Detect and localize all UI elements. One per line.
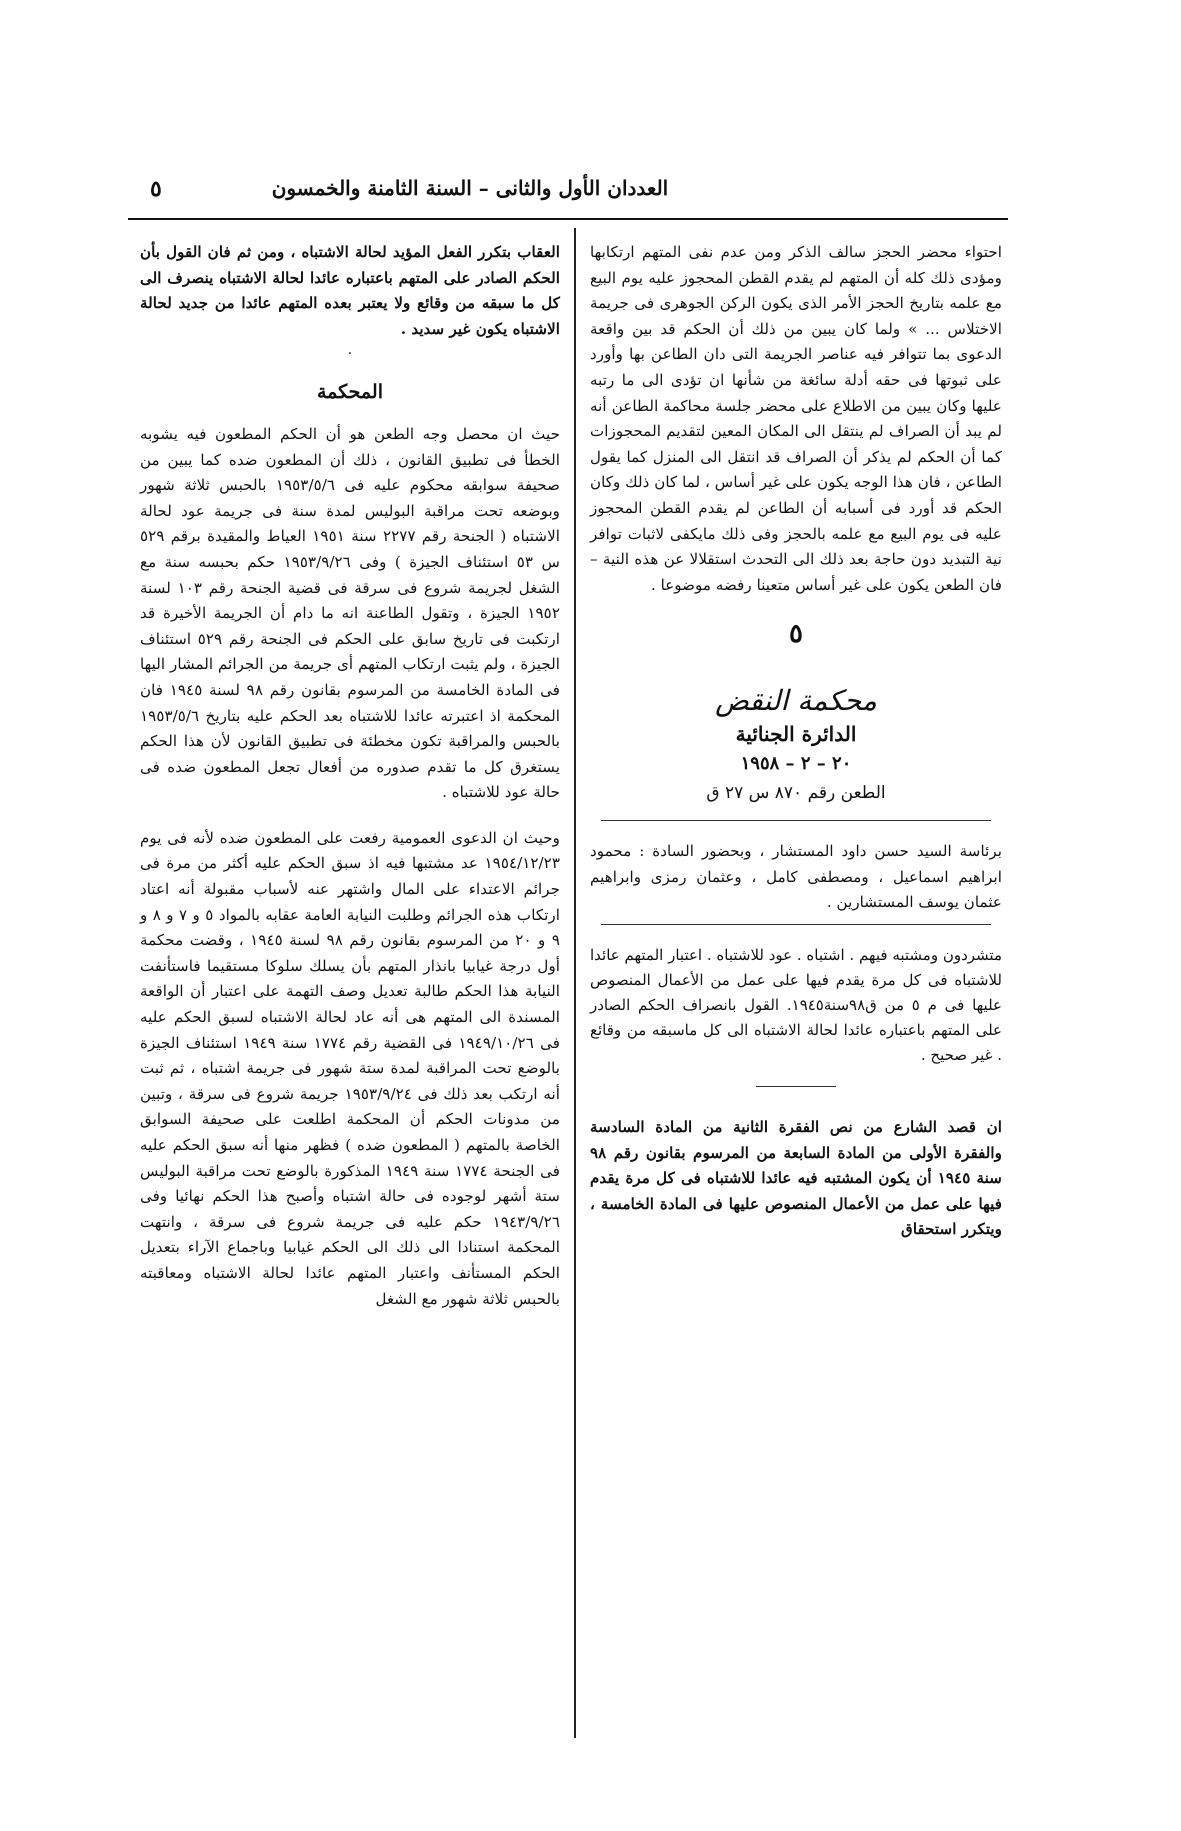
principle-paragraph: ان قصد الشارع من نص الفقرة الثانية من المادة السادسة والفقرة الأولى من المادة السابعة من المرسوم بقانون رقم ٩٨ سنة ١٩٤٥ أن يكون المشتبه فيه عائدا للاشتباه فى كل مرة يقدم فيها على عمل من الأعمال المنصوص عليها فى المادة الخامسة ، ويتكرر استحقاق xyxy=(590,1118,1002,1239)
reasoning-paragraph-1: حيث ان محصل وجه الطعن هو أن الحكم المطعون فيه يشوبه الخطأ فى تطبيق القانون ، ذلك أن المطعون ضده كما يبين من صحيفة سوابقه محكوم عليه فى ١٩٥٣/٥/٦ بالحبس ثلاثة شهور وبوضعه تحت مراقبة البوليس لمدة سنة فى جريمة عود لحالة الاشتباه ( الجنحة رقم ٢٢٧٧ سنة ١٩٥١ العياط والمقيدة برقم ٥٢٩ س ٥٣ استئناف الجيزة ) وفى ١٩٥٣/٩/٢٦ حكم بحبسه سنة مع الشغل لجريمة شروع فى سرقة فى قضية الجنحة رقم ١٠٣ لسنة ١٩٥٢ الجيزة ، وتقول الطاعنة انه ما دام أن الجريمة الأخيرة قد ارتكبت فى تاريخ سابق على الحكم فى الجنحة رقم ٥٢٩ استئناف الجيزة ، ولم يثبت ارتكاب المتهم أى جريمة من الجرائم المشار اليها فى المادة الخامسة من المرسوم بقانون رقم ٩٨ لسنة ١٩٤٥ فان المحكمة اذ اعتبرته عائدا للاشتباه بعد الحكم عليه بتاريخ ١٩٥٣/٥/٦ بالحبس والمراقبة تكون مخطئة فى تطبيق القانون لأن هذا الحكم يستغرق كل ما تقدم صدوره من أفعال تجعل المطعون ضده فى حالة عود للاشتباه . xyxy=(140,424,560,802)
page-header xyxy=(150,176,750,216)
left-column xyxy=(140,240,560,1312)
intro-paragraph: احتواء محضر الحجز سالف الذكر ومن عدم نفى المتهم ارتكابها ومؤدى ذلك كله أن المتهم لم يقدم القطن المحجوز عليه يوم البيع مع علمه بتاريخ الحجز الأمر الذى يكون الركن الجوهرى فى جريمة الاختلاس ... » ولما كان يبين من ذلك أن الحكم قد بين واقعة الدعوى بما تتوافر فيه عناصر الجريمة التى دان الطاعن بها وأورد على ثبوتها فى حقه أدلة سائغة من شأنها ان تؤدى الى ما رتبه عليها وكان يبين من الاطلاع على محضر جلسة محاكمة الطاعن أنه لم يبد أن الصراف لم ينتقل الى المكان المعين لتقديم المحجوزات كما أن الحكم لم يذكر أن الصراف قد انتقل الى المنزل كما يقول الطاعن ، فان هذا الوجه يكون على غير أساس ، لما كان ذلك وكان الحكم قد أورد فى أسبابه أن الطاعن لم يقدم القطن المحجوز عليه فى يوم البيع مع علمه بالحجز وفى ذلك مايكفى لاثبات توافر نية التبديد دون حاجة بعد ذلك الى التحدث استقلالا عن هذه النية – فان الطعن يكون على غير أساس متعينا رفضه موضوعا . xyxy=(590,243,1002,594)
reasoning-paragraph-2: وحيث ان الدعوى العمومية رفعت على المطعون ضده لأنه فى يوم ١٩٥٤/١٢/٢٣ عد مشتبها فيه اذ سبق الحكم عليه أكثر من مرة فى جرائم الاعتداء على المال واشتهر عنه لأسباب مقبولة أنه اعتاد ارتكاب هذه الجرائم وطلبت النيابة العامة عقابه بالمواد ٥ و ٧ و ٨ و ٩ و ٢٠ من المرسوم بقانون رقم ٩٨ لسنة ١٩٤٥ ، وقضت محكمة أول درجة غيابيا بانذار المتهم بأن يسلك سلوكا مستقيما فاستأنفت النيابة هذا الحكم طالبة تعديل وصف التهمة على اعتبار أن الواقعة المسندة الى المتهم هى أنه عاد لحالة الاشتباه لسبق الحكم عليه فى ١٩٤٩/١٠/٢٦ فى القضية رقم ١٧٧٤ سنة ١٩٤٩ استئناف الجيزة بالوضع تحت المراقبة لمدة ستة شهور فى جريمة اشتباه ، ثم ثبت أنه ارتكب بعد ذلك فى ١٩٥٣/٩/٢٤ جريمة شروع فى سرقة ، وتبين من مدونات الحكم أن المحكمة اطلعت على صحيفة السوابق الخاصة بالمتهم ( المطعون ضده ) فظهر منها أنه سبق الحكم عليه فى الجنحة ١٧٧٤ سنة ١٩٤٩ المذكورة بالوضع تحت مراقبة البوليس ستة أشهر لوجوده فى حالة اشتباه وأصبح هذا الحكم نهائيا وفى ١٩٤٣/٩/٢٦ حكم عليه فى جريمة شروع فى سرقة ، وانتهت المحكمة استنادا الى ذلك الى الحكم غيابيا وباجماع الآراء بتعديل الحكم المستأنف واعتبار المتهم عائدا لحالة الاشتباه ومعاقبته بالحبس ثلاثة شهور مع الشغل xyxy=(140,828,561,1308)
circuit-name: الدائرة الجنائية xyxy=(735,721,857,746)
header-title: العددان الأول والثانى – السنة الثامنة والخمسون xyxy=(271,176,669,200)
separator-dot: · xyxy=(347,346,353,363)
column-divider xyxy=(574,228,576,1738)
appeal-number: الطعن رقم ٨٧٠ س ٢٧ ق xyxy=(706,782,886,803)
continuation-paragraph: العقاب بتكرر الفعل المؤيد لحالة الاشتباه ، ومن ثم فان القول بأن الحكم الصادر على المتهم باعتباره عائدا لحالة الاشتباه ينصرف الى كل ما سبقه من وقائع ولا يعتبر بعده المتهم عائدا من جديد لحالة الاشتباه يكون غير سديد . xyxy=(140,243,560,338)
headnote: متشردون ومشتبه فيهم . اشتباه . عود للاشتباه . اعتبار المتهم عائدا للاشتباه فى كل مرة يقدم فيها على عمل من الأعمال المنصوص عليها فى م ٥ من ق٩٨سنة١٩٤٥. القول بانصراف الحكم الصادر على المتهم باعتباره عائدا لحالة الاشتباه الى كل ماسبقه من وقائع . غير صحيح . xyxy=(590,946,1002,1065)
court-name: محكمة النقض xyxy=(715,683,877,717)
case-number: ٥ xyxy=(789,619,803,650)
ruling-date: ٢٠ – ٢ – ١٩٥٨ xyxy=(740,753,852,775)
header-rule xyxy=(128,218,1008,220)
section-rule xyxy=(601,820,991,821)
right-column xyxy=(590,240,1002,1243)
court-section-heading: المحكمة xyxy=(317,381,383,404)
panel-paragraph: برئاسة السيد حسن داود المستشار ، وبحضور السادة : محمود ابراهيم اسماعيل ، ومصطفى كامل ، وعثمان رمزى وابراهيم عثمان يوسف المستشارين . xyxy=(590,842,1002,912)
short-rule xyxy=(756,1086,836,1087)
section-rule xyxy=(601,924,991,925)
page-number: ٥ xyxy=(150,176,162,202)
